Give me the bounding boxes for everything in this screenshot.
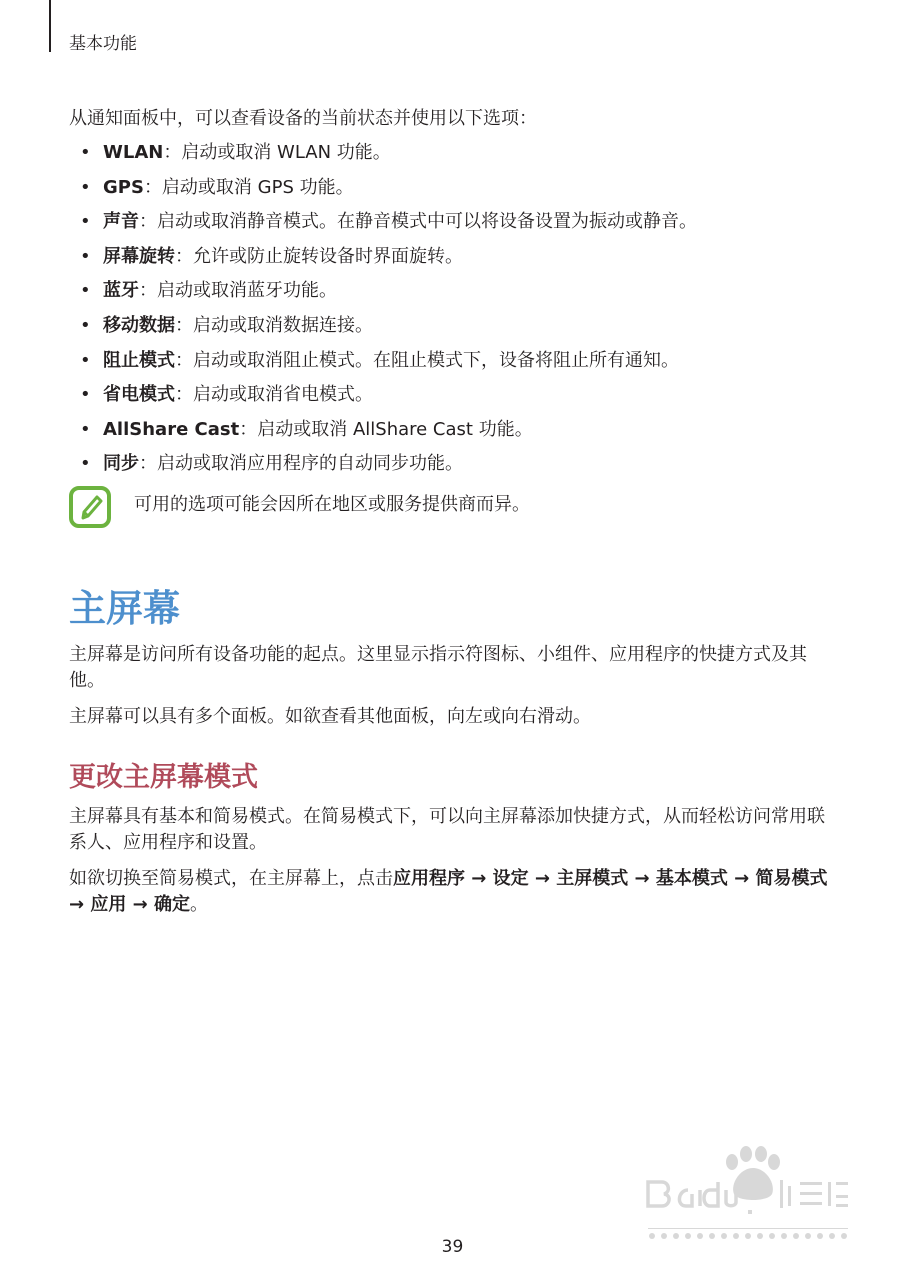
path-step-settings: 设定 <box>492 867 529 889</box>
option-item <box>69 313 839 339</box>
option-description: ：启动或取消蓝牙功能。 <box>139 280 337 302</box>
section-title: 基本功能 <box>69 34 137 54</box>
option-item <box>69 278 839 304</box>
option-description: ：允许或防止旋转设备时界面旋转。 <box>175 245 463 267</box>
path-arrow: → <box>69 893 91 915</box>
bullet-icon: • <box>80 142 91 163</box>
option-item <box>69 175 839 201</box>
path-period: 。 <box>189 893 208 915</box>
change-mode-para-2 <box>69 866 839 918</box>
path-step-apply: 应用 <box>90 893 127 915</box>
bullet-icon: • <box>80 211 91 233</box>
option-term: 蓝牙 <box>103 280 139 302</box>
change-mode-heading: 更改主屏幕模式 <box>69 761 258 793</box>
option-item <box>69 417 839 443</box>
option-item <box>69 348 839 374</box>
option-term: 阻止模式 <box>103 349 175 371</box>
path-step-apps: 应用程序 <box>393 867 465 889</box>
option-item <box>69 382 839 408</box>
option-item <box>69 140 839 166</box>
path-arrow: → <box>727 867 756 889</box>
option-term: 屏幕旋转 <box>103 245 175 267</box>
path-step-ok: 确定 <box>153 893 190 915</box>
bullet-icon: • <box>80 384 91 406</box>
option-term: 省电模式 <box>103 384 175 406</box>
change-mode-para-1: 主屏幕具有基本和简易模式。在简易模式下，可以向主屏幕添加快捷方式，从而轻松访问常用联系人、应用程序和设置。 <box>69 805 825 853</box>
option-item <box>69 244 839 270</box>
option-term: AllShare Cast <box>103 418 240 440</box>
bullet-icon: • <box>80 280 91 302</box>
option-term: 同步 <box>103 453 139 475</box>
option-description: ：启动或取消数据连接。 <box>175 314 373 336</box>
option-term: 声音 <box>103 211 139 233</box>
header-divider <box>49 0 51 52</box>
bullet-icon: • <box>80 176 91 198</box>
option-term: WLAN <box>103 142 164 163</box>
bullet-icon: • <box>80 349 91 371</box>
intro-text: 从通知面板中，可以查看设备的当前状态并使用以下选项： <box>69 108 537 129</box>
bullet-icon: • <box>80 245 91 267</box>
home-screen-para-2: 主屏幕可以具有多个面板。如欲查看其他面板，向左或向右滑动。 <box>69 705 591 727</box>
path-step-home-mode: 主屏模式 <box>556 867 629 889</box>
path-step-easy-mode: 简易模式 <box>755 867 828 889</box>
home-screen-heading: 主屏幕 <box>69 586 180 630</box>
note-pencil-icon <box>69 486 111 528</box>
option-item <box>69 209 839 235</box>
option-term: 移动数据 <box>103 314 175 336</box>
option-description: ：启动或取消省电模式。 <box>175 384 373 406</box>
option-term: GPS <box>103 176 144 198</box>
page-content <box>69 106 839 928</box>
home-screen-para-1: 主屏幕是访问所有设备功能的起点。这里显示指示符图标、小组件、应用程序的快捷方式及其他。 <box>69 643 807 691</box>
options-list <box>69 140 839 477</box>
path-arrow: → <box>465 867 493 889</box>
option-item <box>69 451 839 477</box>
path-step-basic-mode: 基本模式 <box>655 867 728 889</box>
option-description: ：启动或取消静音模式。在静音模式中可以将设备设置为振动或静音。 <box>139 211 697 233</box>
page-number: 39 <box>441 1237 464 1257</box>
option-description: ：启动或取消应用程序的自动同步功能。 <box>139 453 463 475</box>
bullet-icon: • <box>80 453 91 475</box>
option-description: ：启动或取消 GPS 功能。 <box>143 176 354 198</box>
bullet-icon: • <box>80 314 91 336</box>
note-box <box>69 486 839 530</box>
path-arrow: → <box>528 867 557 889</box>
baidu-watermark-logo <box>640 1140 855 1245</box>
bullet-icon: • <box>80 418 91 440</box>
option-description: ：启动或取消 WLAN 功能。 <box>163 142 391 163</box>
note-text: 可用的选项可能会因所在地区或服务提供商而异。 <box>134 493 530 515</box>
path-arrow: → <box>628 867 656 889</box>
change-mode-prefix: 如欲切换至简易模式，在主屏幕上，点击 <box>69 867 393 889</box>
option-description: ：启动或取消阻止模式。在阻止模式下，设备将阻止所有通知。 <box>175 349 679 371</box>
path-arrow: → <box>126 893 154 915</box>
option-description: ：启动或取消 AllShare Cast 功能。 <box>239 418 533 440</box>
